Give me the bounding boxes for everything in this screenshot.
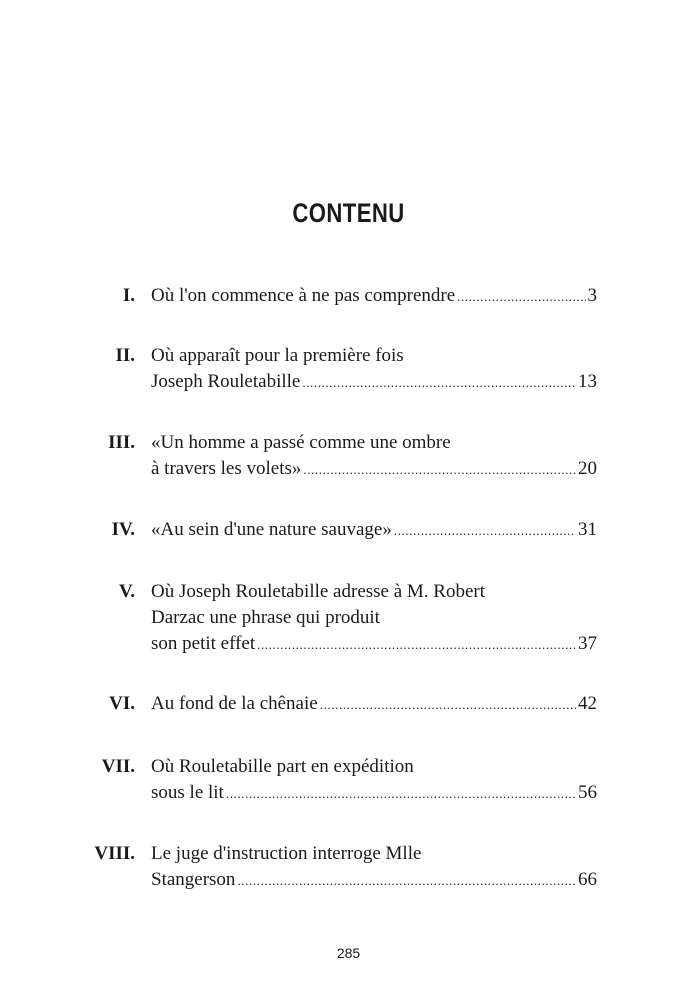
chapter-page: 42 bbox=[578, 693, 597, 714]
dot-leader bbox=[237, 868, 576, 894]
chapter-number: VI. bbox=[109, 693, 135, 714]
dot-leader bbox=[226, 781, 576, 807]
dot-leader bbox=[302, 370, 576, 396]
chapter-page: 3 bbox=[587, 285, 597, 306]
dot-leader bbox=[257, 632, 576, 658]
chapter-title: Joseph Rouletabille bbox=[151, 371, 301, 392]
chapter-title-line: «Un homme a passé comme une ombre bbox=[151, 432, 451, 453]
chapter-number: III. bbox=[108, 432, 135, 453]
chapter-number: I. bbox=[122, 285, 135, 306]
chapter-page: 31 bbox=[578, 519, 597, 540]
chapter-number: II. bbox=[115, 345, 135, 366]
chapter-title: Où l'on commence à ne pas comprendre bbox=[151, 285, 456, 306]
dot-leader bbox=[320, 692, 576, 718]
chapter-title: son petit effet bbox=[151, 633, 256, 654]
chapter-title: Stangerson bbox=[151, 869, 236, 890]
chapter-page: 66 bbox=[578, 869, 597, 890]
chapter-number: V. bbox=[118, 581, 135, 602]
chapter-title-line: Où apparaît pour la première fois bbox=[151, 345, 404, 366]
chapter-page: 20 bbox=[578, 458, 597, 479]
chapter-title-line: Où Joseph Rouletabille adresse à M. Robert bbox=[151, 581, 486, 602]
chapter-number: VII. bbox=[101, 756, 135, 777]
chapter-title-line: Le juge d'instruction interroge Mlle bbox=[151, 843, 422, 864]
chapter-number: IV. bbox=[111, 519, 135, 540]
chapter-title: Au fond de la chênaie bbox=[151, 693, 318, 714]
chapter-title: sous le lit bbox=[151, 782, 224, 803]
dot-leader bbox=[394, 518, 576, 544]
page-number: 285 bbox=[336, 945, 361, 961]
chapter-page: 37 bbox=[578, 633, 597, 654]
chapter-title-line: Darzac une phrase qui produit bbox=[151, 607, 380, 628]
dot-leader bbox=[303, 457, 576, 483]
dot-leader bbox=[457, 284, 585, 310]
chapter-page: 56 bbox=[578, 782, 597, 803]
chapter-page: 13 bbox=[578, 371, 597, 392]
chapter-title: à travers les volets» bbox=[151, 458, 302, 479]
chapter-number: VIII. bbox=[94, 843, 135, 864]
page-title: CONTENU bbox=[292, 198, 405, 228]
chapter-title-line: Où Rouletabille part en expédition bbox=[151, 756, 414, 777]
chapter-title: «Au sein d'une nature sauvage» bbox=[151, 519, 392, 540]
